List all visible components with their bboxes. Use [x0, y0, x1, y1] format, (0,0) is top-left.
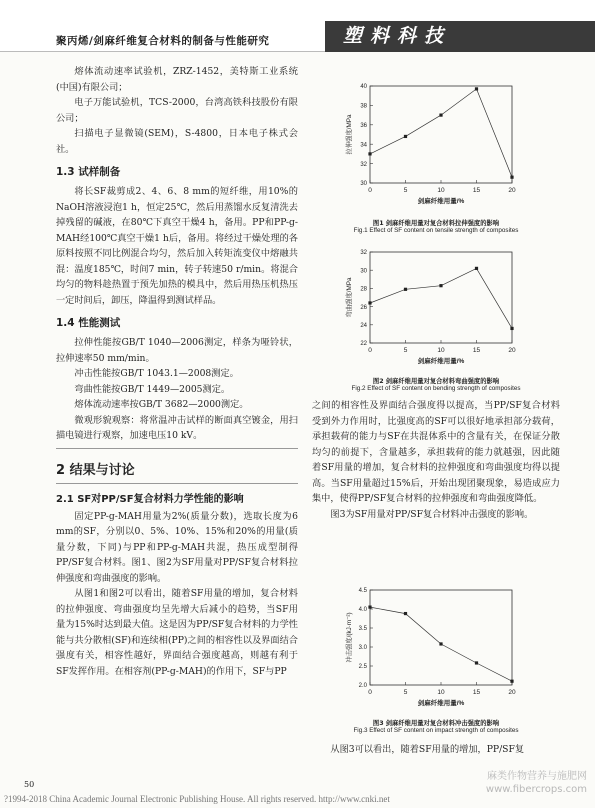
data-point: [439, 114, 442, 117]
data-point: [439, 284, 442, 287]
prep-paragraph: 将长SF裁剪成2、4、6、8 mm的短纤维，用10%的NaOH溶液浸泡1 h，恒定25℃，然后用蒸馏水反复清洗去掉残留的碱液，在80℃下真空干燥4 h，备用。PP和PP-g-MAH经100℃真空干燥1 h后，备用。将经过干燥处理的各原料按照不同比例混合均匀，然后加入转矩流变仪中熔融共混：温度185℃，时间7 min，转子转速50 r/min。将混合均匀的物料趁热置于预先加热的模具中，然后用热压机热压一定时间后，卸压，降温得到测试样品。: [56, 186, 298, 306]
section-heading-2: 2 结果与讨论: [56, 462, 135, 478]
x-tick-label: 5: [403, 187, 408, 194]
data-point: [475, 267, 478, 270]
plot-frame: [370, 252, 512, 343]
discussion-paragraph: 之间的相容性及界面结合强度得以提高，当PP/SF复合材料受到外力作用时，比强度高的SF可以很好地承担部分载荷，承担载荷的能力与SF在共混体系中的含量有关，在保证分散均匀的前提下，含量越多，承担载荷的能力就越强，因此随着SF用量的增加，复合材料的拉伸强度和弯曲强度均得以提高。当SF用量超过15%后，开始出现团聚现象，易造成应力集中，使得PP/SF复合材料的拉伸强度和弯曲强度降低。: [312, 400, 560, 504]
data-point: [404, 135, 407, 138]
right-column-tail: [312, 742, 560, 758]
result-paragraph: 固定PP-g-MAH用量为2%(质量分数)，选取长度为6 mm的SF，分别以0、5%、10%、15%和20%的用量(质量分数，下同)与PP和PP-g-MAH共混，热压成型制得PP/SF复合材料。图1、图2为SF用量对PP/SF复合材料拉伸强度和弯曲强度的影响。: [56, 510, 298, 584]
data-point: [510, 680, 513, 683]
divider: [56, 448, 298, 449]
x-tick-label: 0: [368, 689, 372, 696]
test-item: 冲击性能按GB/T 1043.1—2008测定。: [74, 368, 239, 379]
x-axis-label: 剑麻纤维用量/%: [417, 198, 465, 205]
y-tick-label: 38: [360, 103, 367, 110]
y-tick-label: 34: [360, 142, 367, 149]
x-tick-label: 20: [508, 187, 516, 194]
section-heading-1-3: 1.3 试样制备: [56, 166, 121, 178]
page-header: [0, 0, 595, 52]
x-tick-label: 15: [472, 187, 481, 194]
x-tick-label: 15: [472, 689, 481, 696]
journal-logo: 塑料科技: [325, 21, 595, 52]
x-axis-label: 剑麻纤维用量/%: [417, 358, 465, 365]
impact-strength-chart: [312, 580, 560, 712]
data-point: [368, 301, 371, 304]
y-tick-label: 3.5: [358, 626, 367, 633]
y-tick-label: 28: [360, 286, 367, 293]
x-tick-label: 10: [437, 347, 445, 354]
y-axis-label: 拉伸强度/MPa: [346, 114, 353, 155]
y-tick-label: 22: [360, 341, 367, 348]
running-title: 聚丙烯/剑麻纤维复合材料的制备与性能研究: [56, 35, 270, 47]
y-tick-label: 26: [360, 304, 367, 311]
y-axis-label: 弯曲强度/MPa: [346, 277, 353, 318]
data-point: [368, 606, 371, 609]
plot-frame: [370, 590, 512, 685]
watermark-line: www.fibercrops.com: [485, 784, 587, 795]
test-item: 微观形貌观察：将常温冲击试样的断面真空镀金，用扫描电镜进行观察，加速电压10 kV。: [56, 414, 298, 441]
watermark-line: 麻类作物营养与施肥网: [487, 771, 587, 782]
x-tick-label: 10: [437, 187, 445, 194]
result-paragraph: 从图1和图2可以看出，随着SF用量的增加，复合材料的拉伸强度、弯曲强度均呈先增大后减小的趋势，当SF用量为15%时达到最大值。这是因为PP/SF复合材料的力学性能与共分散相(SF)和连续相(PP)之间的相容性以及界面结合强度有关，相容性越好，界面结合强度越高，则越有利于SF发挥作用。在相容剂(PP-g-MAH)的作用下，SF与PP: [56, 588, 298, 677]
y-tick-label: 30: [360, 268, 367, 275]
figure-2: [312, 242, 560, 392]
x-axis-label: 剑麻纤维用量/%: [417, 700, 465, 707]
data-point: [475, 87, 478, 90]
discussion-paragraph: 图3为SF用量对PP/SF复合材料冲击强度的影响。: [330, 508, 534, 520]
left-column: [56, 64, 298, 679]
test-item: 弯曲性能按GB/T 1449—2005测定。: [74, 383, 231, 395]
figure-2-caption-en: Fig.2 Effect of SF content on bending strength of composites: [351, 385, 521, 392]
series-line: [370, 268, 512, 328]
x-tick-label: 0: [368, 347, 372, 354]
page-number: 50: [24, 780, 35, 789]
data-point: [475, 661, 478, 664]
y-tick-label: 32: [360, 161, 367, 168]
divider: [56, 483, 298, 484]
x-tick-label: 20: [508, 689, 516, 696]
tensile-strength-chart: [312, 72, 560, 212]
y-tick-label: 24: [360, 323, 367, 329]
y-tick-label: 32: [360, 250, 367, 257]
data-point: [368, 152, 371, 155]
y-tick-label: 4.5: [358, 588, 367, 595]
discussion-paragraph: 从图3可以看出，随着SF用量的增加，PP/SF复: [330, 744, 525, 755]
y-axis-label: 冲击强度/(kJ·m⁻²): [346, 612, 353, 663]
y-tick-label: 2.0: [358, 683, 367, 690]
test-item: 拉伸性能按GB/T 1040—2006测定，样条为哑铃状，拉伸速率50 mm/min。: [56, 337, 298, 364]
figure-3: [312, 580, 560, 734]
x-tick-label: 10: [437, 689, 445, 696]
y-tick-label: 4.0: [358, 607, 367, 614]
data-point: [439, 642, 442, 645]
section-heading-1-4: 1.4 性能测试: [56, 317, 121, 329]
test-item: 熔体流动速率按GB/T 3682—2000测定。: [74, 399, 249, 410]
x-tick-label: 15: [472, 347, 481, 354]
y-tick-label: 3.0: [358, 645, 367, 652]
section-heading-2-1: 2.1 SF对PP/SF复合材料力学性能的影响: [56, 493, 244, 505]
y-tick-label: 40: [360, 84, 367, 91]
plot-frame: [370, 86, 512, 183]
equip-item: 熔体流动速率试验机，ZRZ-1452，美特斯工业系统(中国)有限公司；: [56, 66, 298, 93]
equip-item: 电子万能试验机，TCS-2000，台湾高铁科技股份有限公司；: [56, 97, 298, 124]
data-point: [510, 327, 513, 330]
x-tick-label: 0: [368, 187, 372, 194]
figure-1-caption-cn: 图1 剑麻纤维用量对复合材料拉伸强度的影响: [372, 220, 500, 227]
figure-2-caption-cn: 图2 剑麻纤维用量对复合材料弯曲强度的影响: [372, 378, 500, 385]
right-column-text: [312, 398, 560, 522]
y-tick-label: 2.5: [358, 664, 367, 671]
series-line: [370, 89, 512, 177]
copyright-footer: ?1994-2018 China Academic Journal Electronic Publishing House. All rights reserved. http://www.cnki.net: [4, 794, 390, 804]
data-point: [510, 176, 513, 179]
bending-strength-chart: [312, 242, 560, 370]
data-point: [404, 288, 407, 291]
y-tick-label: 36: [360, 123, 367, 129]
equip-item: 扫描电子显微镜(SEM)，S-4800，日本电子株式会社。: [56, 128, 298, 155]
x-tick-label: 5: [403, 689, 408, 696]
figure-3-caption-en: Fig.3 Effect of SF content on impact strength of composites: [353, 727, 519, 734]
y-tick-label: 30: [360, 181, 367, 188]
data-point: [404, 612, 407, 615]
figure-3-caption-cn: 图3 剑麻纤维用量对复合材料冲击强度的影响: [372, 720, 500, 727]
x-tick-label: 20: [508, 347, 516, 354]
figure-1: [312, 72, 560, 234]
figure-1-caption-en: Fig.1 Effect of SF content on tensile strength of composites: [353, 227, 519, 234]
x-tick-label: 5: [403, 347, 408, 354]
